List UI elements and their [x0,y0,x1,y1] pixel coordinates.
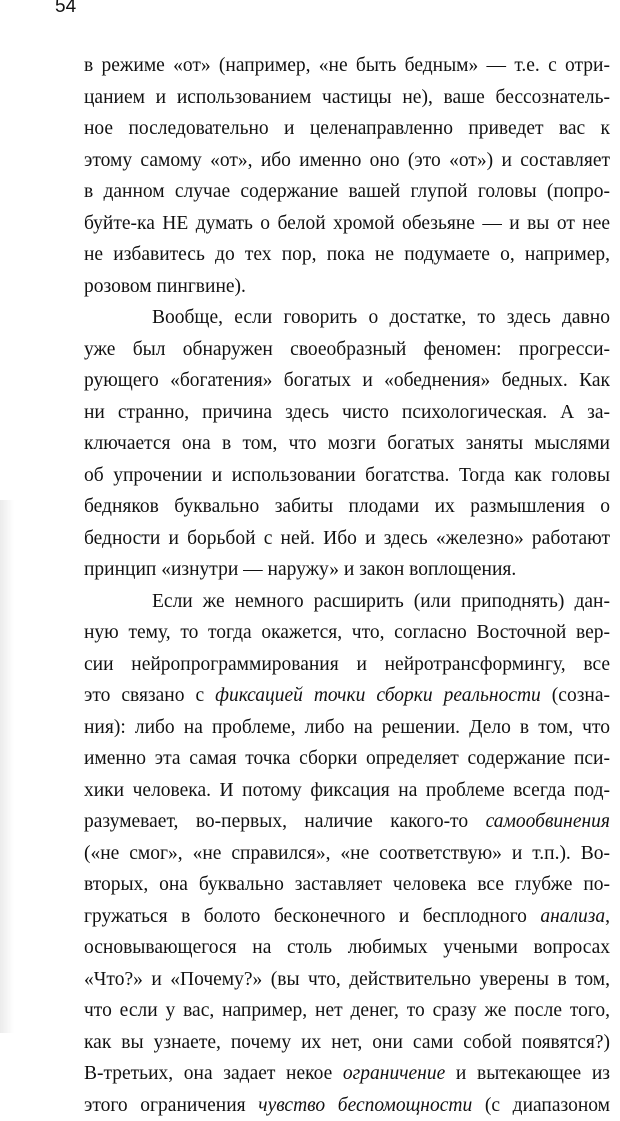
text-segment: сии нейропрограммирования и нейротрансформингу, все [84,654,610,675]
text-line [84,397,610,429]
text-segment: этого ограничения [84,1095,258,1116]
text-line [84,901,610,933]
text-segment: ное последовательно и целенаправленно приведет вас к [84,118,610,139]
italic-phrase: самообвинения [486,811,610,832]
text-line [84,712,610,744]
paragraph [84,50,610,302]
text-segment: именно эта самая точка сборки определяет содержание пси- [84,748,610,769]
text-line [84,932,610,964]
paragraph [84,302,610,586]
text-segment: это связано с [84,685,215,706]
text-line [84,586,610,618]
text-line [84,365,610,397]
text-segment: розовом пингвине). [84,276,246,297]
text-segment: уже был обнаружен своеобразный феномен: прогресси- [84,339,610,360]
text-line [84,50,610,82]
paragraph [84,586,610,1121]
text-segment: хики человека. И потому фиксация на проблеме всегда под- [84,780,610,801]
text-segment: основывающегося на столь любимых учеными вопросах [84,937,610,958]
text-line [84,806,610,838]
text-segment: , [605,906,610,927]
text-segment: ключается она в том, что мозги богатых заняты мыслями [84,433,610,454]
text-segment: («не смог», «не справился», «не соответствую» и т.п.). Во- [84,843,610,864]
italic-phrase: ограничение [343,1063,445,1084]
text-line [84,1090,610,1121]
text-segment: не избавитесь до тех пор, пока не подумаете о, например, [84,244,610,265]
text-segment: вторых, она буквально заставляет человека все глубже по- [84,874,610,895]
text-segment: как вы узнаете, почему их нет, они сами собой появятся?) [84,1032,610,1053]
italic-phrase: чувство беспомощности [258,1095,472,1116]
text-line [84,428,610,460]
text-segment: что если у вас, например, нет денег, то сразу же после того, [84,1000,610,1021]
text-line [84,1027,610,1059]
text-line [84,208,610,240]
text-line [84,838,610,870]
text-segment: ния): либо на проблеме, либо на решении. Дело в том, что [84,717,610,738]
text-segment: ную тему, то тогда окажется, что, согласно Восточной вер- [84,622,610,643]
italic-phrase: анализа [540,906,605,927]
scan-edge-shadow [0,500,14,1033]
text-segment: (созна- [541,685,610,706]
page-number: 54 [55,0,76,18]
text-segment: этому самому «от», ибо именно оно (это «от») и составляет [84,150,610,171]
text-segment: бедности и борьбой с ней. Ибо и здесь «железно» работают [84,528,610,549]
text-line [84,523,610,555]
text-line [84,460,610,492]
text-segment: «Что?» и «Почему?» (вы что, действительно уверены в том, [84,969,610,990]
italic-phrase: фиксацией точки сборки реальности [215,685,541,706]
text-line [84,271,610,303]
text-line [84,554,610,586]
text-segment: рующего «богатения» богатых и «обеднения» бедных. Как [84,370,610,391]
text-segment: гружаться в болото бесконечного и бесплодного [84,906,540,927]
text-segment: Вообще, если говорить о достатке, то здесь давно [152,307,610,328]
text-line [84,145,610,177]
text-segment: об упрочении и использовании богатства. Тогда как головы [84,465,610,486]
text-segment: ни странно, причина здесь чисто психологическая. А за- [84,402,610,423]
text-line [84,82,610,114]
text-segment: принцип «изнутри — наружу» и закон воплощения. [84,559,516,580]
text-line [84,617,610,649]
text-line [84,964,610,996]
text-line [84,176,610,208]
text-segment: цанием и использованием частицы не), ваше бессознатель- [84,87,610,108]
body-text [84,50,610,1121]
text-segment: Если же немного расширить (или приподнять) дан- [152,591,610,612]
text-segment: буйте-ка НЕ думать о белой хромой обезьяне — и вы от нее [84,213,610,234]
text-segment: В-третьих, она задает некое [84,1063,343,1084]
text-line [84,680,610,712]
text-line [84,995,610,1027]
text-line [84,649,610,681]
text-line [84,1058,610,1090]
text-segment: и вытекающее из [445,1063,610,1084]
text-line [84,775,610,807]
text-segment: (с диапазоном [472,1095,610,1116]
text-segment: в режиме «от» (например, «не быть бедным» — т.е. с отри- [84,55,610,76]
text-segment: бедняков буквально забиты плодами их размышления о [84,496,610,517]
text-line [84,743,610,775]
text-line [84,869,610,901]
text-line [84,334,610,366]
text-line [84,239,610,271]
text-line [84,491,610,523]
text-segment: разумевает, во-первых, наличие какого-то [84,811,486,832]
text-line [84,113,610,145]
text-line [84,302,610,334]
text-segment: в данном случае содержание вашей глупой головы (попро- [84,181,610,202]
